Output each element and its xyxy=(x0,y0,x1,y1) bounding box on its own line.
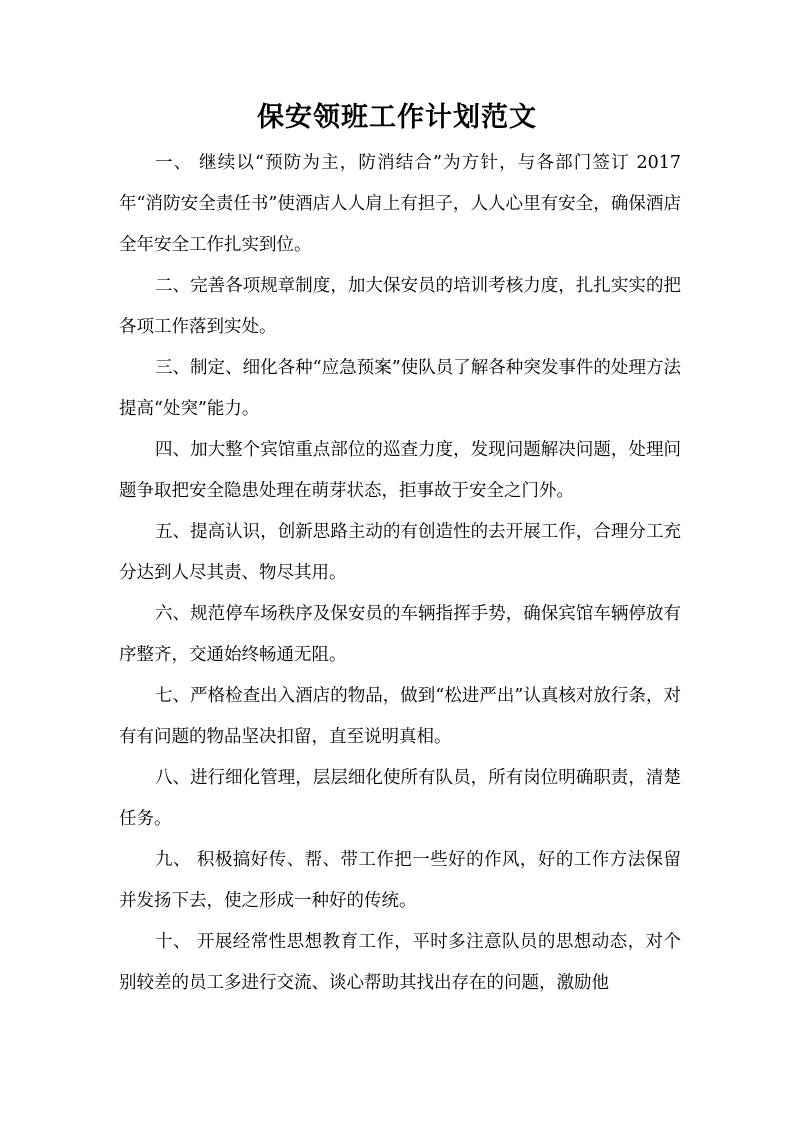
paragraph-9: 九、 积极搞好传、帮、带工作把一些好的作风，好的工作方法保留并发扬下去，使之形成一种好的传统。 xyxy=(119,850,681,911)
paragraph-1: 一、 继续以“预防为主，防消结合”为方针，与各部门签订 2017 年“消防安全责任书”使酒店人人肩上有担子，人人心里有安全，确保酒店全年安全工作扎实到位。 xyxy=(119,153,681,255)
paragraph-7: 七、严格检查出入酒店的物品，做到“松进严出”认真核对放行条，对有有问题的物品坚决扣留，直至说明真相。 xyxy=(119,686,681,747)
paragraph-4: 四、加大整个宾馆重点部位的巡查力度，发现问题解决问题，处理问题争取把安全隐患处理在萌芽状态，拒事故于安全之门外。 xyxy=(119,440,681,501)
paragraph-5: 五、提高认识，创新思路主动的有创造性的去开展工作，合理分工充分达到人尽其责、物尽其用。 xyxy=(119,522,681,583)
paragraph-10: 十、 开展经常性思想教育工作，平时多注意队员的思想动态，对个别较差的员工多进行交流、谈心帮助其找出存在的问题，激励他 xyxy=(119,932,681,993)
paragraph-2: 二、完善各项规章制度，加大保安员的培训考核力度，扎扎实实的把各项工作落到实处。 xyxy=(119,276,681,337)
document-title: 保安领班工作计划范文 xyxy=(257,102,537,133)
document-body xyxy=(119,143,681,1004)
paragraph-6: 六、规范停车场秩序及保安员的车辆指挥手势，确保宾馆车辆停放有序整齐，交通始终畅通无阻。 xyxy=(119,604,681,665)
paragraph-8: 八、进行细化管理，层层细化使所有队员，所有岗位明确职责，清楚任务。 xyxy=(119,768,681,829)
paragraph-3: 三、制定、细化各种“应急预案”使队员了解各种突发事件的处理方法提高“处突”能力。 xyxy=(119,358,681,419)
